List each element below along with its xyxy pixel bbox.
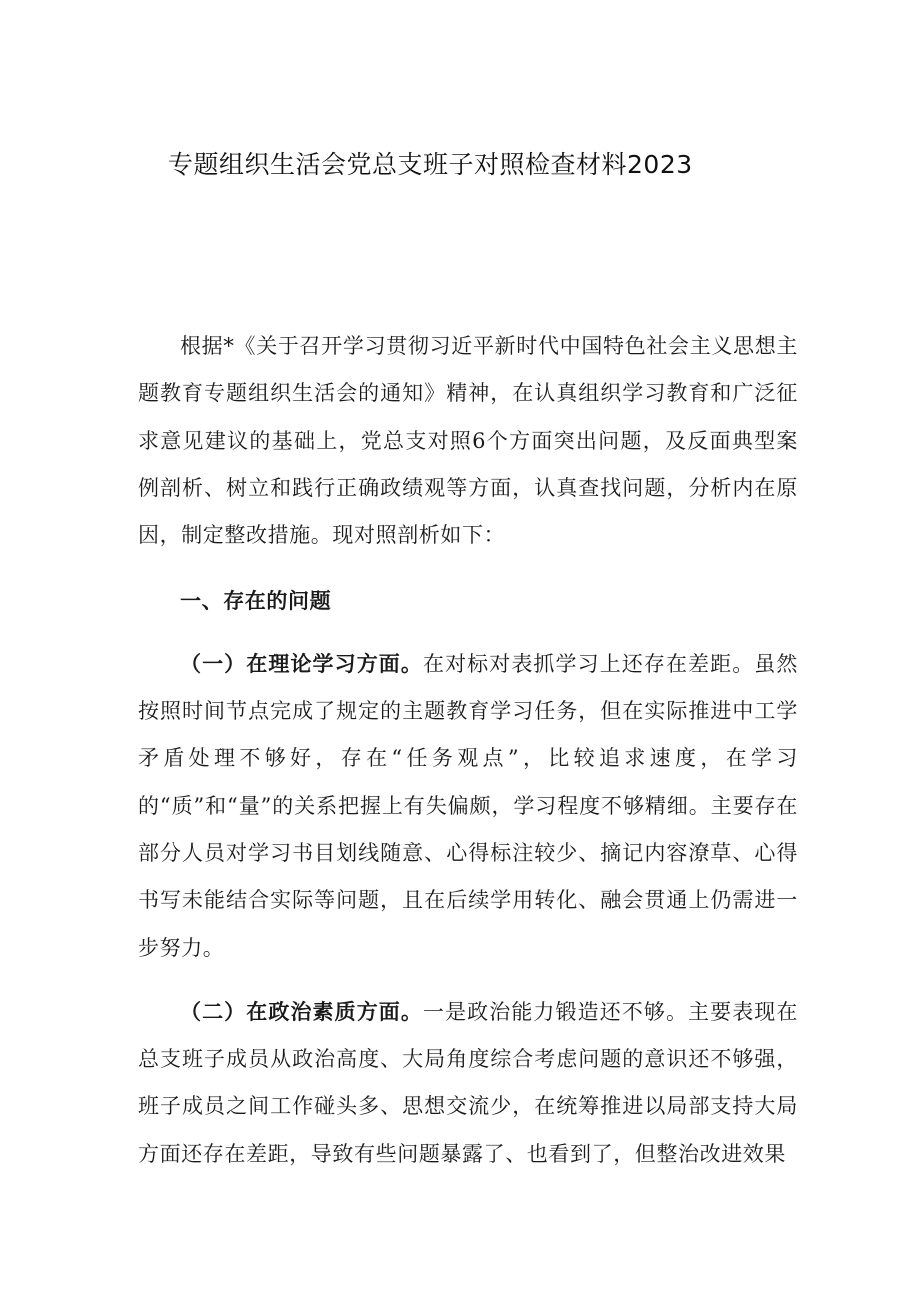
item-theory-study-heading: （一）在理论学习方面。 xyxy=(180,650,423,676)
document-title: 专题组织生活会党总支班子对照检查材料2023 xyxy=(168,150,693,179)
item-theory-study xyxy=(138,640,798,972)
item-theory-study-text: 在对标对表抓学习上还存在差距。虽然按照时间节点完成了规定的主题教育学习任务，但在实际推进中工学矛盾处理不够好，存在“任务观点”，比较追求速度，在学习的“质”和“量”的关系把握上有失偏颇，学习程度不够精细。主要存在部分人员对学习书目划线随意、心得标注较少、摘记内容潦草、心得书写未能结合实际等问题，且在后续学用转化、融会贯通上仍需进一步努力。 xyxy=(138,651,798,960)
intro-paragraph: 根据*《关于召开学习贯彻习近平新时代中国特色社会主义思想主题教育专题组织生活会的通知》精神，在认真组织学习教育和广泛征求意见建议的基础上，党总支对照6个方面突出问题，及反面典型案例剖析、树立和践行正确政绩观等方面，认真查找问题，分析内在原因，制定整改措施。现对照剖析如下： xyxy=(138,334,798,548)
item-political-quality-heading: （二）在政治素质方面。 xyxy=(180,998,423,1024)
item-political-quality-text: 一是政治能力锻造还不够。主要表现在总支班子成员从政治高度、大局角度综合考虑问题的意识还不够强，班子成员之间工作碰头多、思想交流少，在统筹推进以局部支持大局方面还存在差距，导致有些问题暴露了、也看到了，但整治改进效果 xyxy=(138,999,798,1166)
document-body xyxy=(138,323,798,1178)
section-heading-problems: 一、存在的问题 xyxy=(180,588,332,614)
item-political-quality xyxy=(138,988,798,1178)
